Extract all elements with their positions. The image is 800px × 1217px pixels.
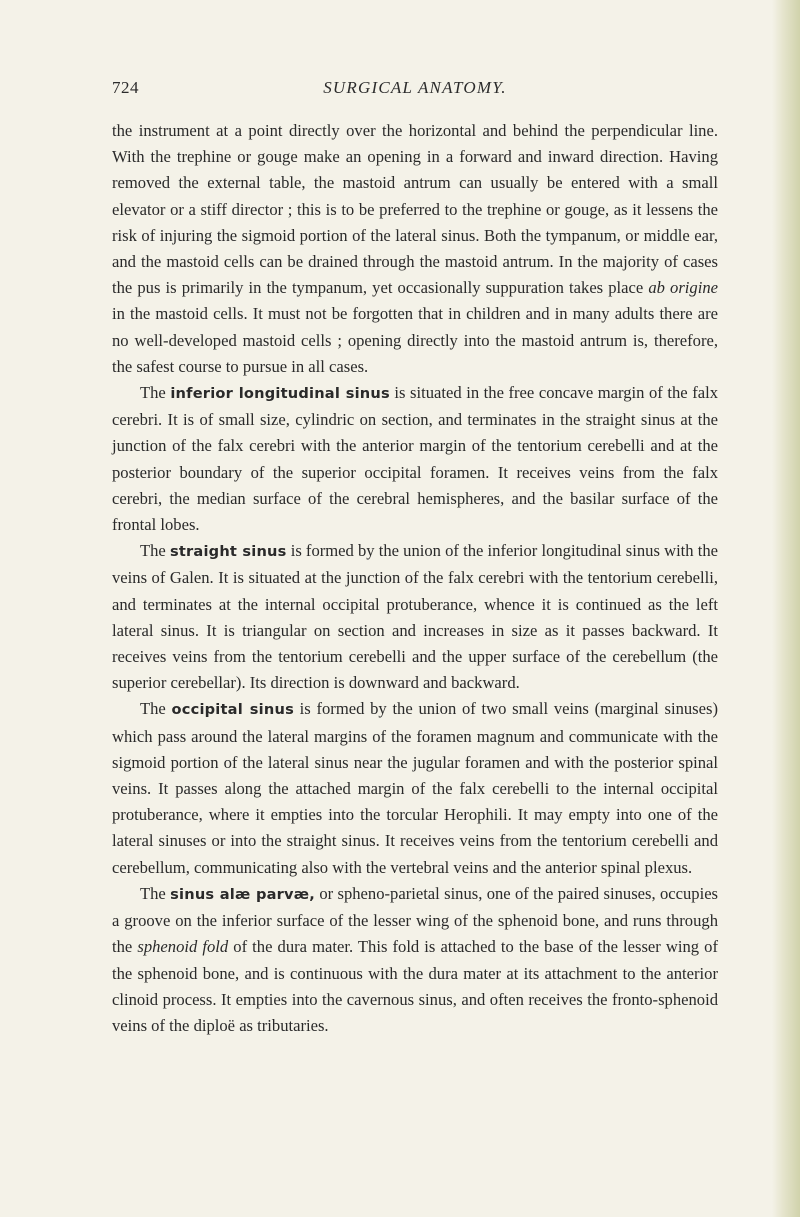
text-run: is situated in the free concave margin of the falx cerebri. It is of small size, cylindric on section, and terminates in the straight sinus at the junction of the falx cerebri with the anterior margin of the tentorium cerebelli and at the posterior boundary of the superior occipital foramen. It receives veins from the falx cerebri, the median surface of the cerebral hemispheres, and the basilar surface of the frontal lobes. [112, 383, 718, 535]
paragraph-sinus-alae-parvae [112, 881, 718, 1039]
page-edge-shadow [772, 0, 800, 1217]
text-run: of the dura mater. This fold is attached to the base of the lesser wing of the sphenoid bone, and is continuous with the dura mater at its attachment to the anterior clinoid process. It empties into the cavernous sinus, and often receives the fronto-sphenoid veins of the diploë as tributaries. [112, 937, 718, 1035]
text-run: The [140, 541, 170, 561]
paragraph-inferior-longitudinal-sinus [112, 380, 718, 538]
bold-term: sinus alæ parvæ, [170, 885, 316, 903]
text-run: is formed by the union of two small veins (marginal sinuses) which pass around the lateral margins of the foramen magnum and communicate with the sigmoid portion of the lateral sinus near the jugular foramen and with the posterior spinal veins. It passes along the attached margin of the falx cerebelli to the internal occipital protuberance, where it empties into the torcular Herophili. It may empty into one of the lateral sinuses or into the straight sinus. It receives veins from the tentorium cerebelli and cerebellum, communicating also with the vertebral veins and the anterior spinal plexus. [112, 699, 718, 877]
bold-term: straight sinus [169, 543, 287, 561]
page-header [112, 78, 718, 106]
paragraph-straight-sinus [112, 538, 718, 696]
text-run: the instrument at a point directly over the horizontal and behind the perpendicular line. With the trephine or gouge make an opening in a forward and inward direction. Having removed the external table, the mastoid antrum can usually be entered with a small elevator or a stiff director ; this is to be preferred to the trephine or gouge, as it lessens the risk of injuring the sigmoid portion of the lateral sinus. Both the tympanum, or middle ear, and the mastoid cells can be drained through the mastoid antrum. In the majority of cases the pus is primarily in the tympanum, yet occasionally suppuration takes place [112, 121, 718, 298]
text-run: The [140, 883, 171, 903]
italic-term: ab origine [648, 278, 718, 298]
italic-term: sphenoid fold [137, 937, 229, 957]
text-run: or spheno-parietal sinus, one of the paired sinuses, occupies a groove on the inferior surface of the lesser wing of the sphenoid bone, and runs through the [112, 883, 719, 957]
paragraph-occipital-sinus [112, 696, 718, 880]
paragraph-mastoid-continuation [112, 118, 718, 380]
running-head: SURGICAL ANATOMY. [323, 78, 507, 97]
bold-term: occipital sinus [171, 701, 294, 719]
body-text [112, 118, 718, 1039]
text-run: is formed by the union of the inferior longitudinal sinus with the veins of Galen. It is situated at the junction of the falx cerebri with the tentorium cerebelli, and terminates at the internal occipital protuberance, whence it is continued as the left lateral sinus. It is triangular on section and increases in size as it passes backward. It receives veins from the tentorium cerebelli and the upper surface of the cerebellum (the superior cerebellar). Its direction is downward and backward. [112, 541, 719, 693]
text-run: The [140, 383, 171, 403]
page-number: 724 [112, 78, 139, 97]
text-run: The [140, 699, 172, 719]
bold-term: inferior longitudinal sinus [170, 385, 390, 403]
text-run: in the mastoid cells. It must not be forgotten that in children and in many adults there are no well-developed mastoid cells ; opening directly into the mastoid antrum is, therefore, the safest course to pursue in all cases. [112, 304, 718, 376]
